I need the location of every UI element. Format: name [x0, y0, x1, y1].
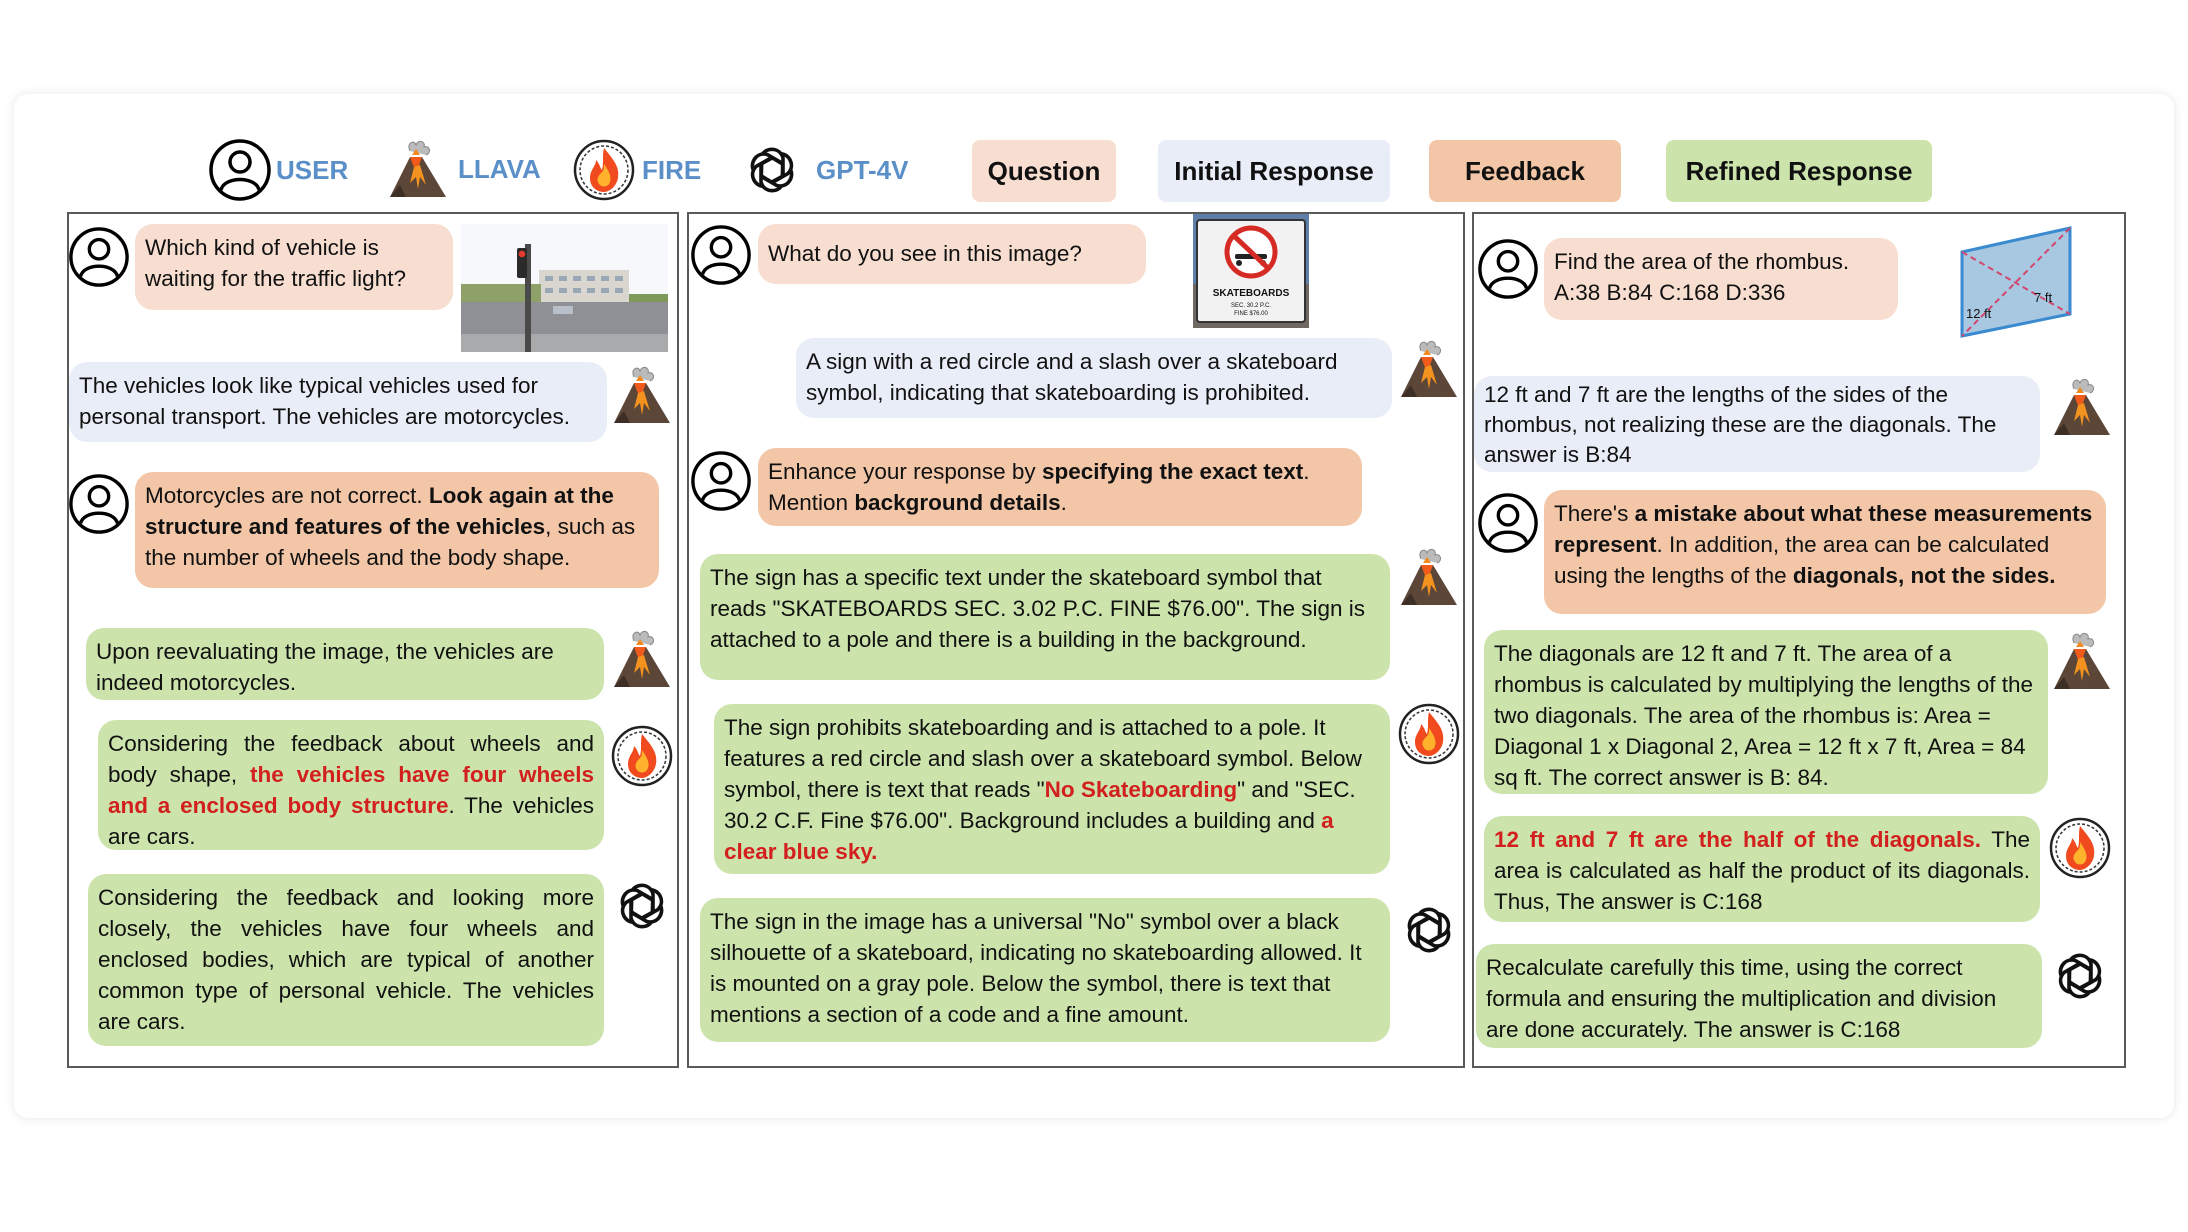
legend-fire: [572, 138, 701, 202]
p3-question-bubble: [1544, 238, 1898, 320]
p1-fire-highlight: the vehicles have four wheels and a enclosed body structure: [108, 762, 594, 818]
gpt-icon: [1397, 898, 1461, 962]
llava-volcano-icon: [610, 626, 674, 692]
sign-text: SKATEBOARDS: [1212, 288, 1290, 299]
traffic-light-photo: [461, 224, 668, 352]
legend-feedback-chip: Feedback: [1429, 140, 1621, 202]
sign-text: SEC. 30.2 P.C.: [1231, 303, 1271, 309]
legend-initial-response-chip: Initial Response: [1158, 140, 1390, 202]
p2-llava-refined-text: The sign has a specific text under the skateboard symbol that reads "SKATEBOARDS SEC. 3.02 P.C. FINE $76.00". The sign is attached to a pole and there is a building in the background.: [710, 565, 1366, 652]
p3-feedback-bubble: [1544, 490, 2106, 614]
p1-gpt-refined-bubble: [88, 874, 604, 1046]
p1-feedback-text: , such as the number of wheels and the body shape.: [145, 514, 636, 570]
p2-gpt-refined-bubble: [700, 898, 1390, 1042]
p3-feedback-text: There's: [1554, 501, 1635, 526]
p2-question-text: What do you see in this image?: [768, 241, 1082, 266]
p3-feedback-bold: diagonals, not the sides.: [1792, 563, 2056, 588]
llava-volcano-icon: [1397, 336, 1461, 402]
llava-volcano-icon: [2050, 628, 2114, 694]
skateboard-sign-image: [1193, 214, 1309, 328]
p3-fire-highlight: 12 ft and 7 ft are the half of the diagonals.: [1494, 827, 1982, 852]
p1-question-bubble: [135, 224, 453, 310]
p2-fire-highlight: No Skateboarding: [1044, 777, 1238, 802]
p1-feedback-bold: Look again at the structure and features of the vehicles: [145, 483, 614, 539]
rhombus-diagram: [1958, 226, 2076, 338]
p2-feedback-text: .: [1060, 490, 1067, 515]
p3-question-line: Find the area of the rhombus.: [1554, 249, 1850, 274]
fire-icon: [1397, 702, 1461, 766]
legend-user: [208, 138, 348, 202]
p1-llava-refined-bubble: [86, 628, 604, 700]
fire-icon: [610, 724, 674, 788]
p1-initial-text: The vehicles look like typical vehicles used for personal transport. The vehicles are motorcycles.: [79, 373, 571, 429]
llava-volcano-icon: [610, 362, 674, 428]
legend-llava: [386, 136, 541, 202]
p3-question-choices: A:38 B:84 C:168 D:336: [1554, 280, 1786, 305]
p1-feedback-text: Motorcycles are not correct.: [145, 483, 429, 508]
p3-gpt-refined-bubble: [1476, 944, 2042, 1048]
p2-fire-text: The sign prohibits skateboarding and is attached to a pole. It features a red circle and slash over a skateboard symbol. Below symbol, there is text that reads ": [724, 715, 1362, 802]
p1-feedback-bubble: [135, 472, 659, 588]
p2-fire-refined-bubble: [714, 704, 1390, 874]
p3-llava-refined-text: The diagonals are 12 ft and 7 ft. The area of a rhombus is calculated by multiplying the lengths of the two diagonals. The area of the rhombus is: Area = Diagonal 1 x Diagonal 2, Area = 12 ft x 7 ft, Area = 84 sq ft. The correct answer is B: 84.: [1494, 641, 2034, 790]
p2-llava-refined-bubble: [700, 554, 1390, 680]
p3-fire-text: The area is calculated as half the product of its diagonals. Thus, The answer is C:168: [1494, 827, 2030, 914]
p2-feedback-text: . Mention: [768, 459, 1310, 515]
legend-llava-label: LLAVA: [458, 153, 541, 184]
legend-user-label: USER: [276, 154, 349, 185]
p2-initial-text: A sign with a red circle and a slash over a skateboard symbol, indicating that skateboarding is prohibited.: [806, 349, 1338, 405]
fire-icon: [572, 138, 636, 202]
user-icon: [208, 138, 272, 202]
p3-fire-refined-bubble: [1484, 816, 2040, 922]
p1-fire-text: . The vehicles are cars.: [108, 793, 595, 849]
user-icon: [690, 224, 752, 286]
p1-gpt-refined-text: Considering the feedback and looking more closely, the vehicles have four wheels and enclosed bodies, which are typical of another common type of personal vehicle. The vehicles are cars.: [98, 885, 594, 1034]
rhombus-label: 7 ft: [2034, 290, 2053, 305]
p2-gpt-refined-text: The sign in the image has a universal "No" symbol over a black silhouette of a skateboard, indicating no skateboarding allowed. It is mounted on a gray pole. Below the symbol, there is text that mentions a section of a code and a fine amount.: [710, 909, 1362, 1027]
sign-text: FINE $76.00: [1234, 311, 1268, 317]
legend-fire-label: FIRE: [642, 154, 702, 185]
p3-gpt-refined-text: Recalculate carefully this time, using the correct formula and ensuring the multiplication and division are done accurately. The answer is C:168: [1486, 955, 1997, 1042]
p2-feedback-bold: specifying the exact text: [1041, 459, 1304, 484]
p1-llava-refined-text: Upon reevaluating the image, the vehicles are indeed motorcycles.: [96, 639, 554, 695]
gpt-icon: [2048, 944, 2112, 1008]
p3-llava-initial-bubble: [1474, 376, 2040, 472]
user-icon: [68, 226, 130, 288]
p3-initial-text: 12 ft and 7 ft are the lengths of the sides of the rhombus, not realizing these are the diagonals. The answer is B:84: [1484, 382, 1997, 467]
user-icon: [690, 450, 752, 512]
p2-fire-highlight: a clear blue sky.: [724, 808, 1334, 864]
legend-question-chip: Question: [972, 140, 1116, 202]
skateboard-sign-photo: [1193, 214, 1309, 328]
p1-fire-refined-bubble: [98, 720, 604, 850]
p1-question-text: Which kind of vehicle is waiting for the traffic light?: [145, 235, 406, 291]
user-icon: [1477, 492, 1539, 554]
fire-icon: [2048, 816, 2112, 880]
p2-fire-text: " and "SEC. 30.2 C.F. Fine $76.00". Background includes a building and: [724, 777, 1356, 833]
p1-llava-initial-bubble: [69, 362, 607, 442]
p2-feedback-bubble: [758, 448, 1362, 526]
gpt-icon: [740, 138, 804, 202]
legend-gpt-label: GPT-4V: [816, 154, 909, 185]
p3-feedback-bold: a mistake about what these measurements represent: [1554, 501, 2093, 557]
rhombus-label: 12 ft: [1966, 306, 1992, 321]
gpt-icon: [610, 874, 674, 938]
user-icon: [68, 473, 130, 535]
p2-feedback-bold: background details: [854, 490, 1061, 515]
p2-llava-initial-bubble: [796, 338, 1392, 418]
llava-volcano-icon: [386, 136, 450, 202]
p2-feedback-text: Enhance your response by: [768, 459, 1042, 484]
p3-feedback-text: . In addition, the area can be calculated using the lengths of the: [1554, 532, 2050, 588]
traffic-street-image: [461, 224, 668, 352]
llava-volcano-icon: [2050, 374, 2114, 440]
p2-question-bubble: [758, 224, 1146, 284]
p3-llava-refined-bubble: [1484, 630, 2048, 794]
user-icon: [1477, 238, 1539, 300]
legend-gpt: [740, 138, 908, 202]
legend-refined-response-chip: Refined Response: [1666, 140, 1932, 202]
p1-fire-text: Considering the feedback about wheels and body shape,: [108, 731, 594, 787]
llava-volcano-icon: [1397, 544, 1461, 610]
